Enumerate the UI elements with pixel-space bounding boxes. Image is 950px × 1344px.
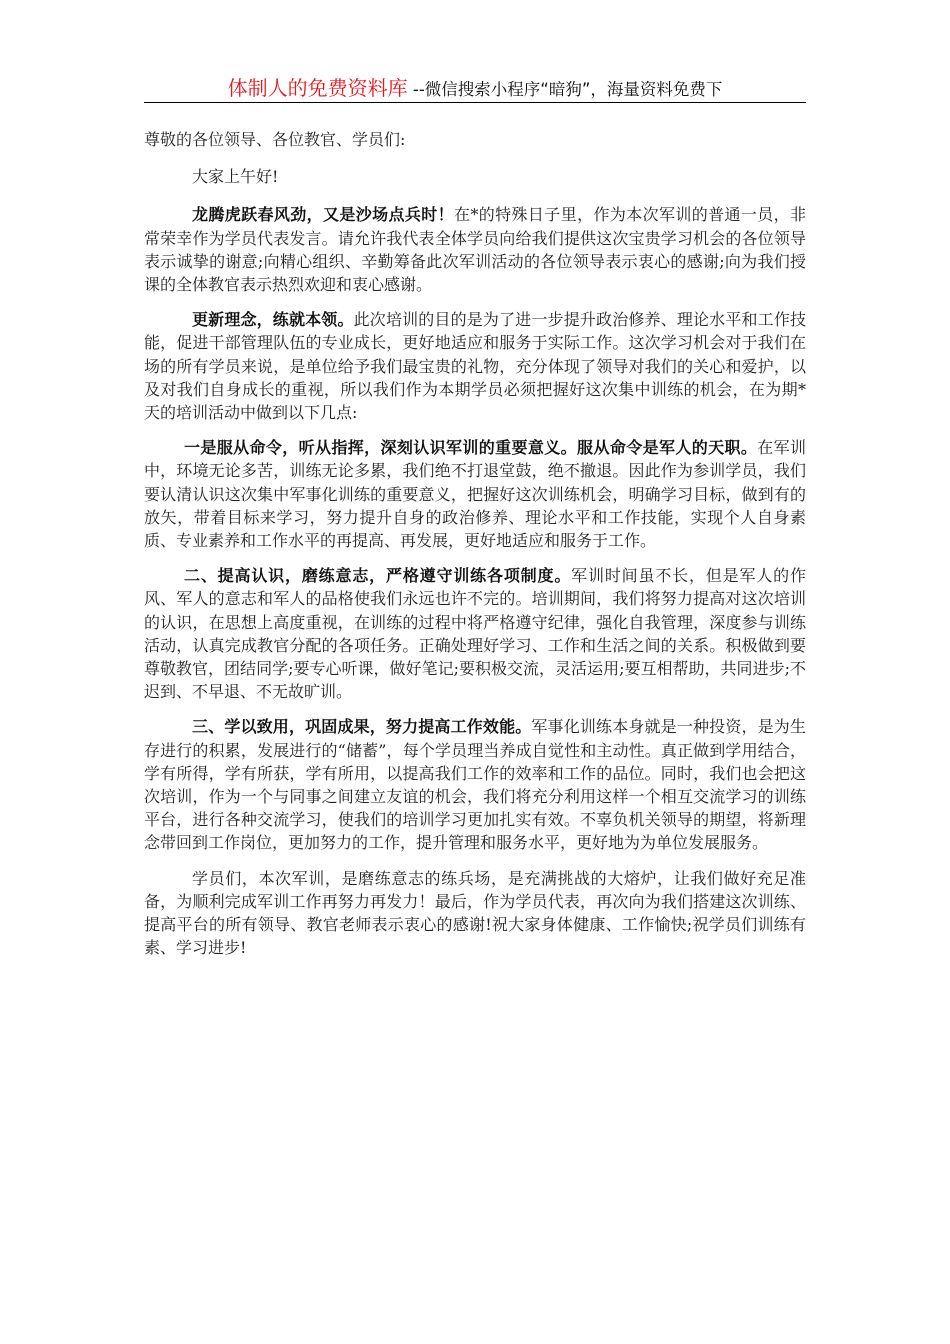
header-brand: 体制人的免费资料库 (227, 76, 408, 100)
paragraph-lead: 一是服从命令，听从指挥，深刻认识军训的重要意义。服从命令是军人的天职。 (184, 438, 758, 458)
document-body (144, 128, 806, 972)
paragraph-5 (144, 715, 806, 854)
greeting: 大家上午好! (192, 167, 279, 187)
paragraph-1 (144, 203, 806, 296)
paragraph-lead: 更新理念，练就本领。 (192, 310, 354, 330)
paragraph-text: 军事化训练本身就是一种投资，是为生存进行的积累，发展进行的“储蓄”，每个学员理当养成自觉性和主动性。真正做到学用结合，学有所得，学有所获，学有所用，以提高我们工作的效率和工作的品位。同时，我们也会把这次培训，作为一个与同事之间建立友谊的机会，我们将充分利用这样一个相互交流学习的训练平台，进行各种交流学习，使我们的培训学习更加扎实有效。不辜负机关领导的期望，将新理念带回到工作岗位，更加努力的工作，提升管理和服务水平，更好地为为单位发展服务。 (144, 717, 806, 853)
paragraph-text: 在*的特殊日子里，作为本次军训的普通一员，非常荣幸作为学员代表发言。请允许我代表全体学员向给我们提供这次宝贵学习机会的各位领导表示诚挚的谢意;向精心组织、辛勤筹备此次军训活动的各位领导表示衷心的感谢;向为我们授课的全体教官表示热烈欢迎和衷心感谢。 (144, 205, 806, 295)
paragraph-3 (144, 436, 806, 552)
paragraph-lead: 三、学以致用，巩固成果，努力提高工作效能。 (192, 717, 532, 737)
paragraph-text: 军训时间虽不长，但是军人的作风、军人的意志和军人的品格使我们永远也许不完的。培训期间，我们将努力提高对这次培训的认识，在思想上高度重视，在训练的过程中将严格遵守纪律，强化自我管理，深度参与训练活动，认真完成教官分配的各项任务。正确处理好学习、工作和生活之间的关系。积极做到要尊敬教官，团结同学;要专心听课，做好笔记;要积极交流，灵活运用;要互相帮助，共同进步;不迟到、不早退、不无故旷训。 (144, 566, 806, 702)
paragraph-text: 在军训中，环境无论多苦，训练无论多累，我们绝不打退堂鼓，绝不撤退。因此作为参训学员，我们要认清认识这次集中军事化训练的重要意义，把握好这次训练机会，明确学习目标，做到有的放矢，带着目标来学习，努力提升自身的政治修养、理论水平和工作技能，实现个人自身素质、专业素养和工作水平的再提高、再发展，更好地适应和服务于工作。 (144, 438, 806, 551)
paragraph-lead: 龙腾虎跃春风劲，又是沙场点兵时！ (192, 205, 455, 225)
paragraph-text: 此次培训的目的是为了进一步提升政治修养、理论水平和工作技能，促进干部管理队伍的专业成长，更好地适应和服务于实际工作。这次学习机会对于我们在场的所有学员来说，是单位给予我们最宝贵的礼物，充分体现了领导对我们的关心和爱护，以及对我们自身成长的重视，所以我们作为本期学员必须把握好这次集中训练的机会，在为期*天的培训活动中做到以下几点: (144, 310, 806, 423)
paragraph-lead: 二、提高认识，磨练意志，严格遵守训练各项制度。 (184, 566, 572, 586)
salutation: 尊敬的各位领导、各位教官、学员们: (144, 130, 406, 149)
paragraph-2 (144, 308, 806, 424)
paragraph-6 (144, 867, 806, 960)
page-header (144, 72, 806, 103)
header-tagline: --微信搜索小程序“暗狗”，海量资料免费下 (407, 80, 723, 99)
paragraph-4 (144, 564, 806, 703)
paragraph-text: 学员们，本次军训，是磨练意志的练兵场，是充满挑战的大熔炉，让我们做好充足准备，为顺利完成军训工作再努力再发力！最后，作为学员代表，再次向为我们搭建这次训练、提高平台的所有领导、教官老师表示衷心的感谢!祝大家身体健康、工作愉快;祝学员们训练有素、学习进步! (144, 868, 806, 958)
